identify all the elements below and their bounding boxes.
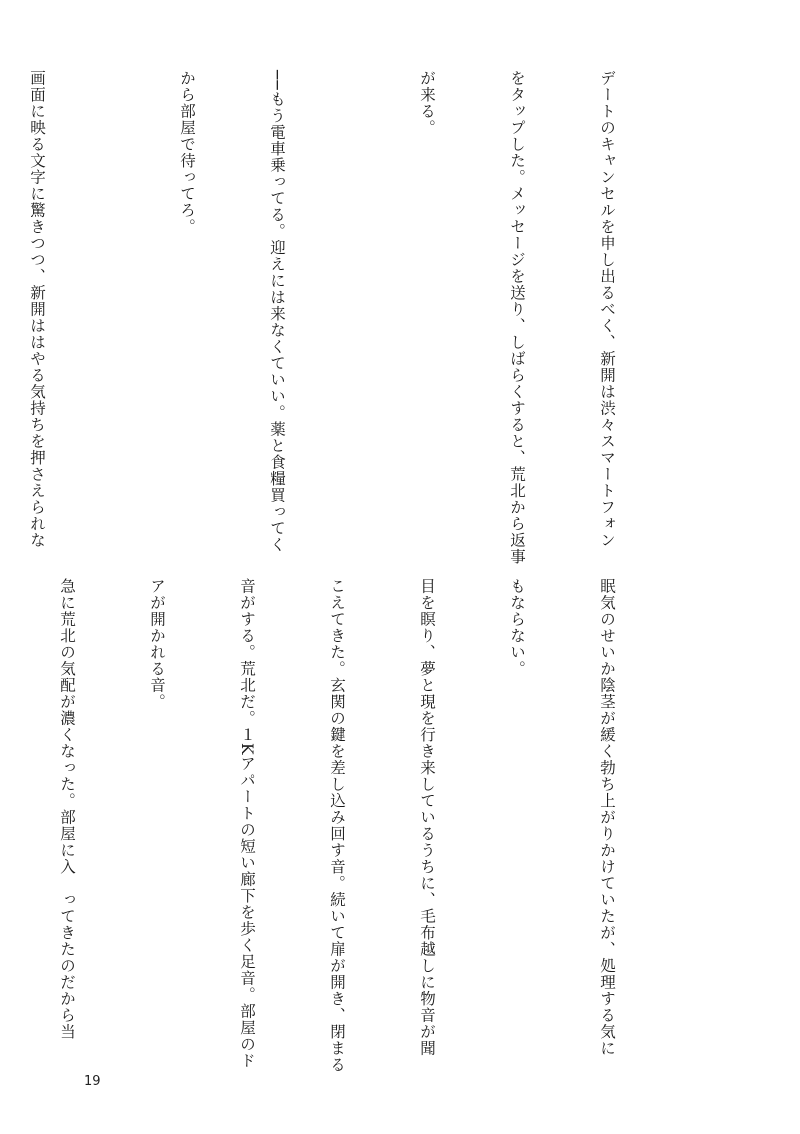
text-column: アが開かれる音。 <box>148 578 166 710</box>
text-column: から部屋で待ってろ。 <box>178 70 196 235</box>
text-column: もならない。 <box>508 578 526 677</box>
page-number: 19 <box>84 1074 101 1089</box>
text-column: ──もう電車乗ってる。迎えには来なくていい。薬と食糧買ってく <box>268 70 286 553</box>
top-text-block <box>28 70 682 570</box>
bottom-text-block <box>58 578 682 1073</box>
text-column: 眠気のせいか陰茎が緩く勃ち上がりかけていたが、処理する気に <box>598 578 616 1057</box>
text-column: 急に荒北の気配が濃くなった。部屋に入 ってきたのだから当 <box>58 578 76 1040</box>
text-column: デートのキャンセルを申し出るべく、新開は渋々スマートフォン <box>598 70 616 549</box>
text-column: 目を瞑り、夢と現を行き来しているうちに、毛布越しに物音が聞 <box>418 578 436 1057</box>
text-column: が来る。 <box>418 70 436 136</box>
text-column: をタップした。メッセージを送り、しばらくすると、荒北から返事 <box>508 70 526 565</box>
text-column: 音がする。荒北だ。１Kアパートの短い廊下を歩く足音。部屋のド <box>238 578 256 1070</box>
text-column: こえてきた。玄関の鍵を差し込み回す音。続いて扉が開き、閉まる <box>328 578 346 1073</box>
text-column: 画面に映る文字に驚きつつ、新開ははやる気持ちを押さえられな <box>28 70 46 549</box>
